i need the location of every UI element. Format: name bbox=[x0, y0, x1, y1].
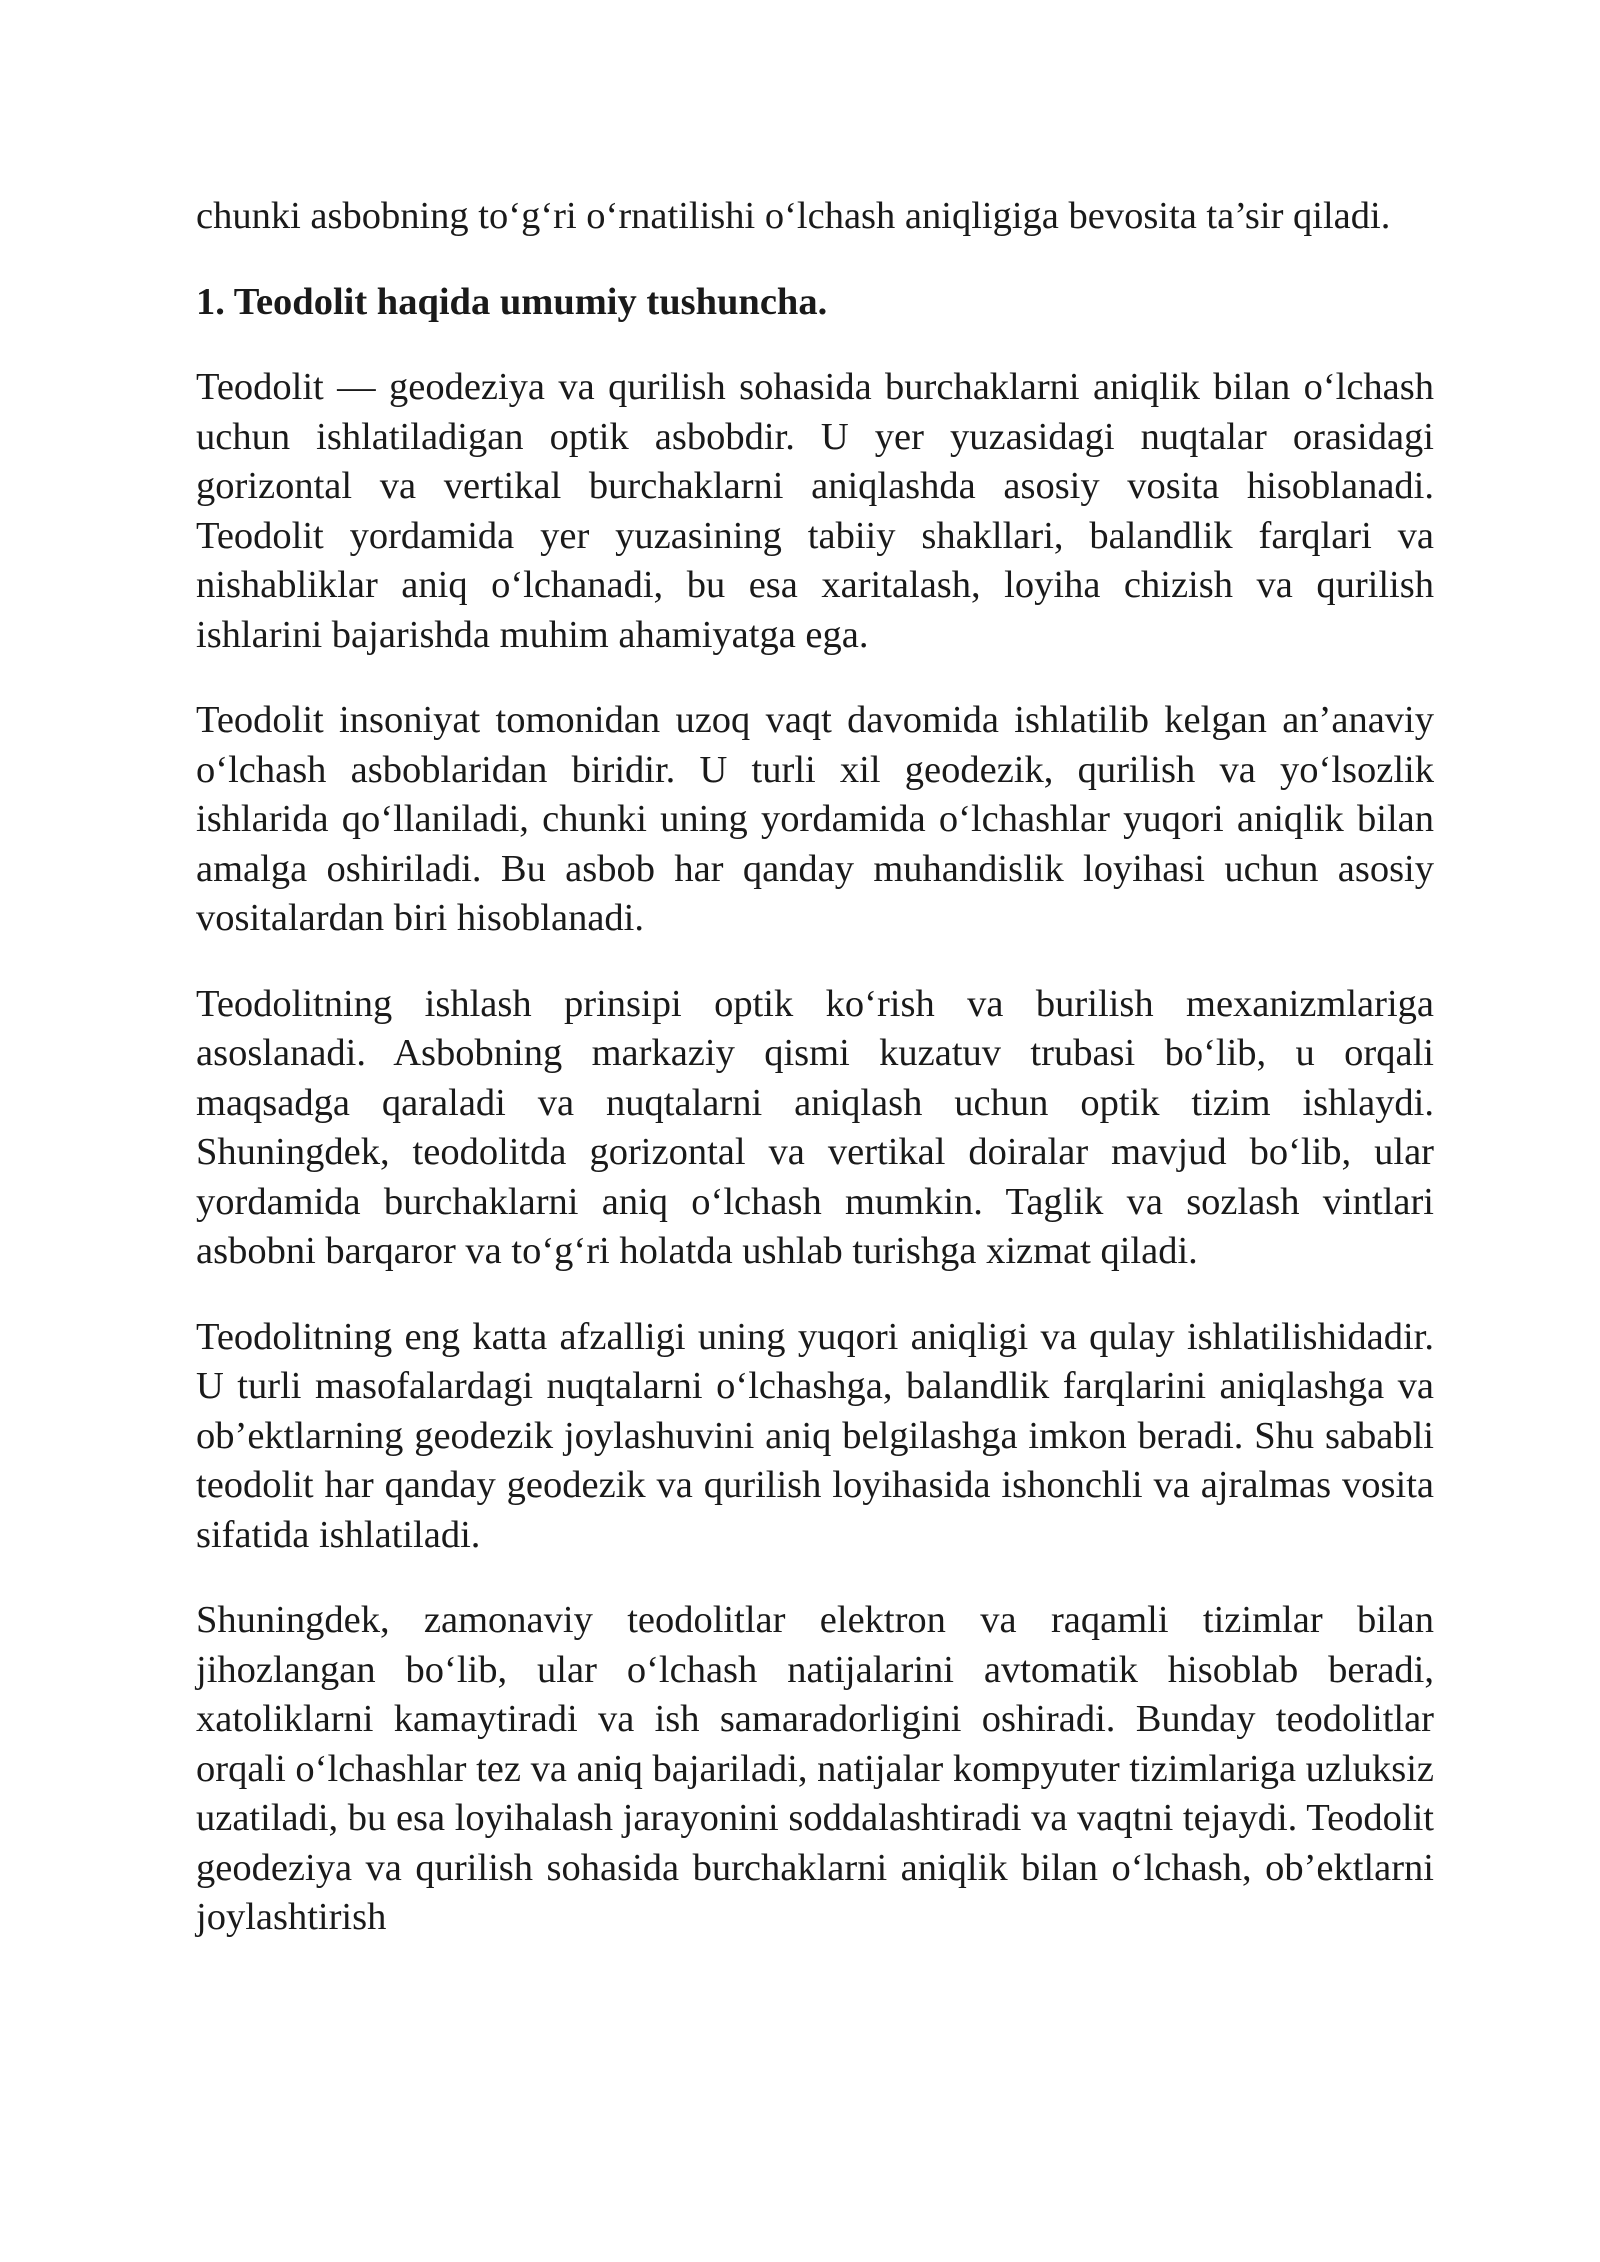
section-heading: 1. Teodolit haqida umumiy tushuncha. bbox=[196, 280, 828, 323]
paragraph-modern: Shuningdek, zamonaviy teodolitlar elektron va raqamli tizimlar bilan jihozlangan bo‘lib, ular o‘lchash natijalarini avtomatik hisoblab beradi, xatoliklarni kamaytiradi va ish samaradorligini oshiradi. Bunday teodolitlar orqali o‘lchashlar tez va aniq bajariladi, natijalar kompyuter tizimlariga uzluksiz uzatiladi, bu esa loyihalash jarayonini soddalashtiradi va vaqtni tejaydi. Teodolit geodeziya va qurilish sohasida burchaklarni aniqlik bilan o‘lchash, ob’ektlarni joylashtirish bbox=[196, 1599, 1434, 1938]
document-body bbox=[196, 192, 1434, 1979]
paragraph-continuation: chunki asbobning to‘g‘ri o‘rnatilishi o‘lchash aniqligiga bevosita ta’sir qiladi. bbox=[196, 195, 1391, 237]
paragraph-principle: Teodolitning ishlash prinsipi optik ko‘rish va burilish mexanizmlariga asoslanadi. Asbobning markaziy qismi kuzatuv trubasi bo‘lib, u orqali maqsadga qaraladi va nuqtalarni aniqlash uchun optik tizim ishlaydi. Shuningdek, teodolitda gorizontal va vertikal doiralar mavjud bo‘lib, ular yordamida burchaklarni aniq o‘lchash mumkin. Taglik va sozlash vintlari asbobni barqaror va to‘g‘ri holatda ushlab turishga xizmat qiladi. bbox=[196, 982, 1434, 1272]
paragraph-history: Teodolit insoniyat tomonidan uzoq vaqt davomida ishlatilib kelgan an’anaviy o‘lchash asboblaridan biridir. U turli xil geodezik, qurilish va yo‘lsozlik ishlarida qo‘llaniladi, chunki uning yordamida o‘lchashlar yuqori aniqlik bilan amalga oshiriladi. Bu asbob har qanday muhandislik loyihasi uchun asosiy vositalardan biri hisoblanadi. bbox=[196, 699, 1434, 939]
paragraph-definition: Teodolit — geodeziya va qurilish sohasida burchaklarni aniqlik bilan o‘lchash uchun ishlatiladigan optik asbobdir. U yer yuzasidagi nuqtalar orasidagi gorizontal va vertikal burchaklarni aniqlashda asosiy vosita hisoblanadi. Teodolit yordamida yer yuzasining tabiiy shakllari, balandlik farqlari va nishabliklar aniq o‘lchanadi, bu esa xaritalash, loyiha chizish va qurilish ishlarini bajarishda muhim ahamiyatga ega. bbox=[196, 366, 1434, 656]
paragraph-advantages: Teodolitning eng katta afzalligi uning yuqori aniqligi va qulay ishlatilishidadir. U turli masofalardagi nuqtalarni o‘lchashga, balandlik farqlarini aniqlashga va ob’ektlarning geodezik joylashuvini aniq belgilashga imkon beradi. Shu sababli teodolit har qanday geodezik va qurilish loyihasida ishonchli va ajralmas vosita sifatida ishlatiladi. bbox=[196, 1315, 1434, 1556]
